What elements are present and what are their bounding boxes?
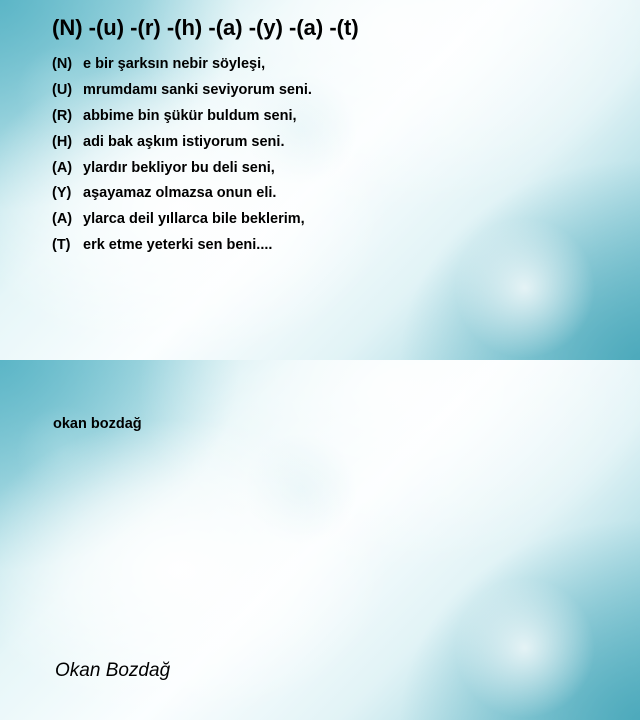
line-initial: (U) <box>52 81 73 98</box>
poem-line <box>52 134 312 160</box>
poem-line <box>52 211 312 237</box>
line-initial: (R) <box>52 107 73 124</box>
line-initial: (T) <box>52 237 71 254</box>
line-text: ylardır bekliyor bu deli seni, <box>83 159 275 176</box>
line-initial: (A) <box>52 159 73 176</box>
poem-title: (N) -(u) -(r) -(h) -(a) -(y) -(a) -(t) <box>52 15 359 40</box>
line-initial: (A) <box>52 211 73 228</box>
poem-line <box>52 82 312 108</box>
line-text: erk etme yeterki sen beni.... <box>83 237 273 254</box>
line-text: e bir şarksın nebir söyleşi, <box>83 56 266 72</box>
poem-line <box>52 108 312 134</box>
poem-line <box>52 160 312 186</box>
poem-lines <box>52 56 312 263</box>
author-name: okan bozdağ <box>53 416 142 432</box>
line-text: abbime bin şükür buldum seni, <box>83 107 297 124</box>
poem-line <box>52 185 312 211</box>
line-text: ylarca deil yıllarca bile beklerim, <box>83 211 305 228</box>
line-text: mrumdamı sanki seviyorum seni. <box>83 81 312 98</box>
author-signature: Okan Bozdağ <box>55 660 171 681</box>
author-panel <box>0 360 640 720</box>
line-initial: (N) <box>52 56 73 72</box>
line-text: adi bak aşkım istiyorum seni. <box>83 133 285 150</box>
poem-line <box>52 56 312 82</box>
line-initial: (H) <box>52 133 73 150</box>
line-initial: (Y) <box>52 185 72 202</box>
poem-line <box>52 237 312 263</box>
line-text: aşayamaz olmazsa onun eli. <box>83 185 277 202</box>
